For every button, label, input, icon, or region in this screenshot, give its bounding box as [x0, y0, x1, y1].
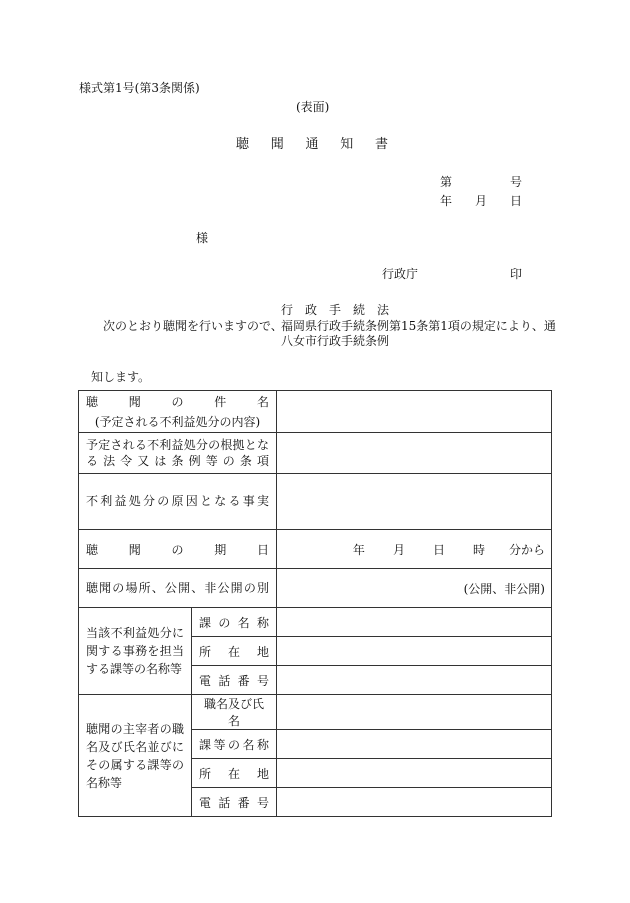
title-char: 書 — [374, 137, 388, 152]
label-char: 聞 — [128, 395, 141, 409]
label-char: 所 — [199, 766, 212, 781]
date-unit-minute: 分から — [508, 542, 545, 557]
label-char: 号 — [256, 795, 269, 810]
label-char: 話 — [218, 795, 231, 810]
side-label: (表面) — [296, 100, 330, 114]
date-day: 日 — [509, 194, 522, 208]
row-subject — [79, 391, 552, 433]
number-suffix: 号 — [509, 175, 522, 189]
addressee-suffix: 様 — [196, 231, 209, 245]
subject-label — [79, 391, 277, 433]
label-char: 聞 — [128, 542, 141, 557]
label-char: 名 — [242, 737, 255, 752]
department-field-phone — [192, 666, 277, 695]
title-char: 聴 — [236, 137, 250, 152]
label-char: 聴 — [86, 395, 99, 409]
title-char: 聞 — [270, 137, 284, 152]
date-unit-month: 月 — [392, 542, 405, 557]
label-char: の — [218, 615, 231, 630]
agency-label: 行政庁 — [382, 267, 419, 281]
date-label — [79, 530, 277, 569]
label-char: 件 — [214, 395, 227, 409]
subject-label-main — [79, 393, 276, 410]
row-date — [79, 530, 552, 569]
department-address-value[interactable] — [277, 637, 552, 666]
presider-field-phone — [192, 788, 277, 817]
label-char: 号 — [256, 673, 269, 688]
presider-label: 聴聞の主宰者の職名及び氏名並びにその属する課等の名称等 — [79, 695, 192, 817]
row-cause — [79, 474, 552, 530]
cause-label: 不利益処分の原因となる事実 — [79, 474, 277, 530]
number-prefix: 第 — [440, 175, 453, 189]
label-char: 称 — [256, 737, 269, 752]
label-char: 名 — [256, 395, 269, 409]
label-char: 期 — [214, 542, 227, 557]
label-char: 在 — [227, 766, 240, 781]
department-phone-value[interactable] — [277, 666, 552, 695]
legal-basis-value[interactable] — [277, 433, 552, 474]
label-char: 名 — [237, 615, 250, 630]
label-char: 電 — [199, 795, 212, 810]
label-char: 聴 — [86, 542, 99, 557]
label-char: 課 — [199, 737, 212, 752]
document-title — [236, 138, 388, 151]
row-presider-name — [79, 695, 552, 730]
department-field-address — [192, 637, 277, 666]
presider-field-title — [192, 695, 277, 730]
subject-label-sub: (予定される不利益処分の内容) — [94, 415, 261, 429]
label-char: 地 — [256, 766, 269, 781]
date-unit-day: 日 — [432, 542, 445, 557]
label-char: 話 — [218, 673, 231, 688]
label-char: 電 — [199, 673, 212, 688]
presider-phone-value[interactable] — [277, 788, 552, 817]
presider-address-value[interactable] — [277, 759, 552, 788]
row-department-name — [79, 608, 552, 637]
legal-basis-label: 予定される不利益処分の根拠となる法令又は条例等の条項 — [79, 433, 277, 474]
place-label: 聴聞の場所、公開、非公開の別 — [79, 569, 277, 608]
date-value[interactable] — [277, 530, 552, 569]
row-place — [79, 569, 552, 608]
form-number: 様式第1号(第3条関係) — [79, 81, 200, 95]
label-char: 職名及び氏名 — [203, 697, 264, 728]
hearing-table — [78, 390, 552, 817]
label-char: 所 — [199, 644, 212, 659]
label-char: 番 — [237, 673, 250, 688]
title-char: 通 — [305, 137, 319, 152]
label-char: 地 — [256, 644, 269, 659]
subject-value[interactable] — [277, 391, 552, 433]
department-field-name — [192, 608, 277, 637]
intro-text: 次のとおり聴聞を行いますので、 — [103, 319, 283, 333]
document-date — [440, 195, 522, 207]
label-char: 在 — [227, 644, 240, 659]
label-char: 日 — [256, 542, 269, 557]
law-option-3: 八女市行政手続条例 — [281, 334, 390, 348]
place-value[interactable]: (公開、非公開) — [277, 569, 552, 608]
department-name-value[interactable] — [277, 608, 552, 637]
cause-value[interactable] — [277, 474, 552, 530]
label-char: 番 — [237, 795, 250, 810]
row-legal-basis — [79, 433, 552, 474]
date-unit-hour: 時 — [472, 542, 485, 557]
date-month: 月 — [474, 194, 487, 208]
law-option-2: 福岡県行政手続条例第15条第1項の規定により、通 — [281, 319, 556, 333]
presider-dept-value[interactable] — [277, 730, 552, 759]
label-char: 称 — [256, 615, 269, 630]
title-char: 知 — [340, 137, 354, 152]
date-unit-year: 年 — [352, 542, 365, 557]
presider-field-address — [192, 759, 277, 788]
label-char: の — [171, 542, 184, 557]
presider-field-dept — [192, 730, 277, 759]
label-char: の — [227, 737, 240, 752]
presider-name-value[interactable] — [277, 695, 552, 730]
label-char: 等 — [213, 737, 226, 752]
department-label: 当該不利益処分に関する事務を担当する課等の名称等 — [79, 608, 192, 695]
document-number — [440, 176, 522, 188]
law-option-1: 行 政 手 続 法 — [281, 303, 390, 317]
seal-mark: 印 — [510, 267, 523, 281]
label-char: の — [171, 395, 184, 409]
closing-text: 知します。 — [91, 370, 151, 384]
label-char: 課 — [199, 615, 212, 630]
date-year: 年 — [440, 194, 453, 208]
